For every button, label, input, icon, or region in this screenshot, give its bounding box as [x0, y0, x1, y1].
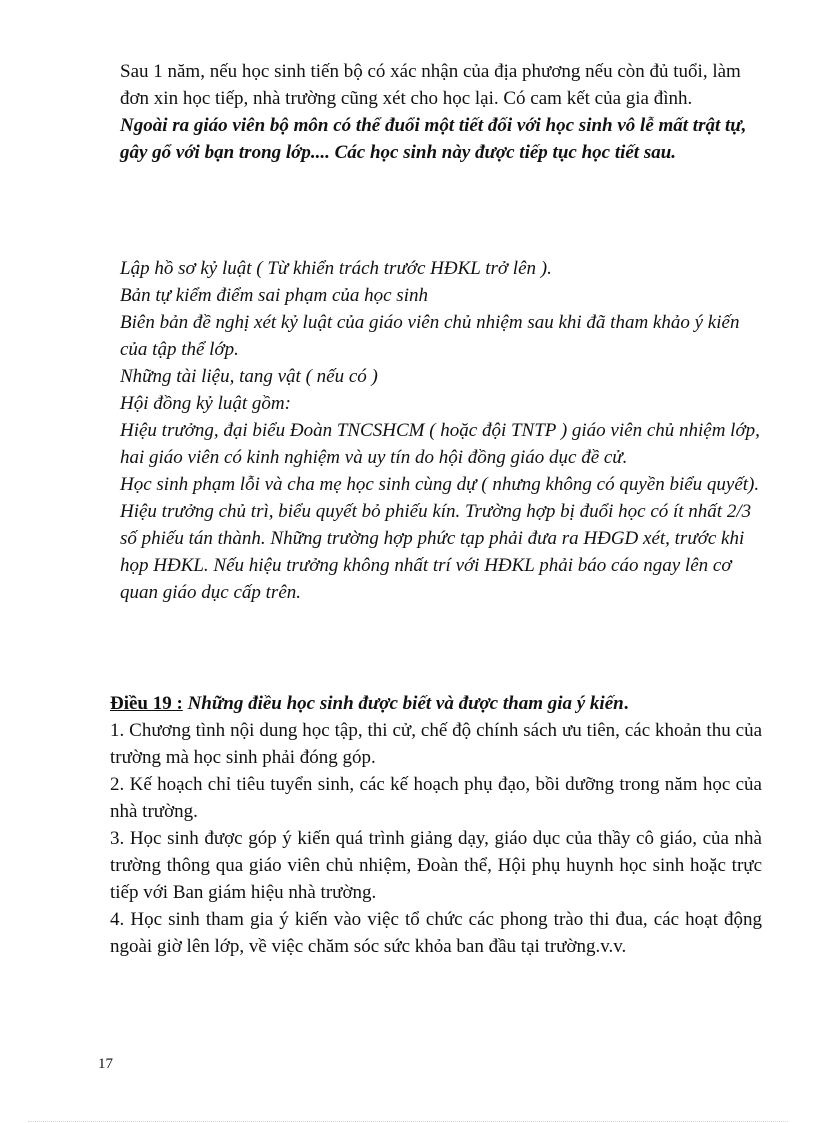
article-item: 3. Học sinh được góp ý kiến quá trình giảng dạy, giáo dục của thầy cô giáo, của nhà trường thông qua giáo viên chủ nhiệm, Đoàn thể, Hội phụ huynh học sinh hoặc trực tiếp với Ban giám hiệu nhà trường. — [110, 828, 762, 903]
article-number: Điều 19 : — [110, 693, 183, 714]
intro-section — [120, 58, 765, 166]
procedure-line: Những tài liệu, tang vật ( nếu có ) — [120, 366, 378, 387]
article-heading: Những điều học sinh được biết và được tham gia ý kiến — [187, 693, 624, 714]
article-item: 1. Chương tình nội dung học tập, thi cử, chế độ chính sách ưu tiên, các khoản thu của trường mà học sinh phải đóng góp. — [110, 720, 762, 768]
article-heading-end: . — [623, 693, 629, 714]
article-19 — [110, 690, 762, 960]
article-item: 4. Học sinh tham gia ý kiến vào việc tổ chức các phong trào thi đua, các hoạt động ngoài giờ lên lớp, về việc chăm sóc sức khỏa ban đầu tại trường.v.v. — [110, 909, 762, 957]
discipline-procedure — [120, 255, 770, 606]
procedure-line: Hiệu trưởng chủ trì, biểu quyết bỏ phiếu kín. Trường hợp bị đuổi học có ít nhất 2/3 số phiếu tán thành. Những trường hợp phức tạp phải đưa ra HĐGD xét, trước khi họp HĐKL. Nếu hiệu trưởng không nhất trí với HĐKL phải báo cáo ngay lên cơ quan giáo dục cấp trên. — [120, 501, 752, 603]
procedure-line: Lập hồ sơ kỷ luật ( Từ khiển trách trước HĐKL trở lên ). — [120, 258, 552, 279]
article-item: 2. Kế hoạch chỉ tiêu tuyển sinh, các kế hoạch phụ đạo, bồi dưỡng trong năm học của nhà trường. — [110, 774, 762, 822]
article-title — [110, 690, 762, 717]
footer-divider — [28, 1121, 788, 1122]
procedure-line: Biên bản đề nghị xét kỷ luật của giáo viên chủ nhiệm sau khi đã tham khảo ý kiến của tập thể lớp. — [120, 312, 740, 360]
procedure-line: Hội đồng kỷ luật gồm: — [120, 393, 291, 414]
procedure-line: Hiệu trưởng, đại biểu Đoàn TNCSHCM ( hoặc đội TNTP ) giáo viên chủ nhiệm lớp, hai giáo viên có kinh nghiệm và uy tín do hội đồng giáo dục đề cử. — [120, 420, 760, 468]
procedure-line: Học sinh phạm lỗi và cha mẹ học sinh cùng dự ( nhưng không có quyền biểu quyết). — [120, 474, 760, 495]
page-number: 17 — [98, 1056, 113, 1072]
intro-paragraph: Sau 1 năm, nếu học sinh tiến bộ có xác nhận của địa phương nếu còn đủ tuổi, làm đơn xin học tiếp, nhà trường cũng xét cho học lại. Có cam kết của gia đình. — [120, 61, 741, 109]
procedure-line: Bản tự kiểm điểm sai phạm của học sinh — [120, 285, 428, 306]
intro-emphasis: Ngoài ra giáo viên bộ môn có thể đuổi một tiết đối với học sinh vô lễ mất trật tự, gây gổ với bạn trong lớp.... Các học sinh này được tiếp tục học tiết sau. — [120, 115, 747, 163]
